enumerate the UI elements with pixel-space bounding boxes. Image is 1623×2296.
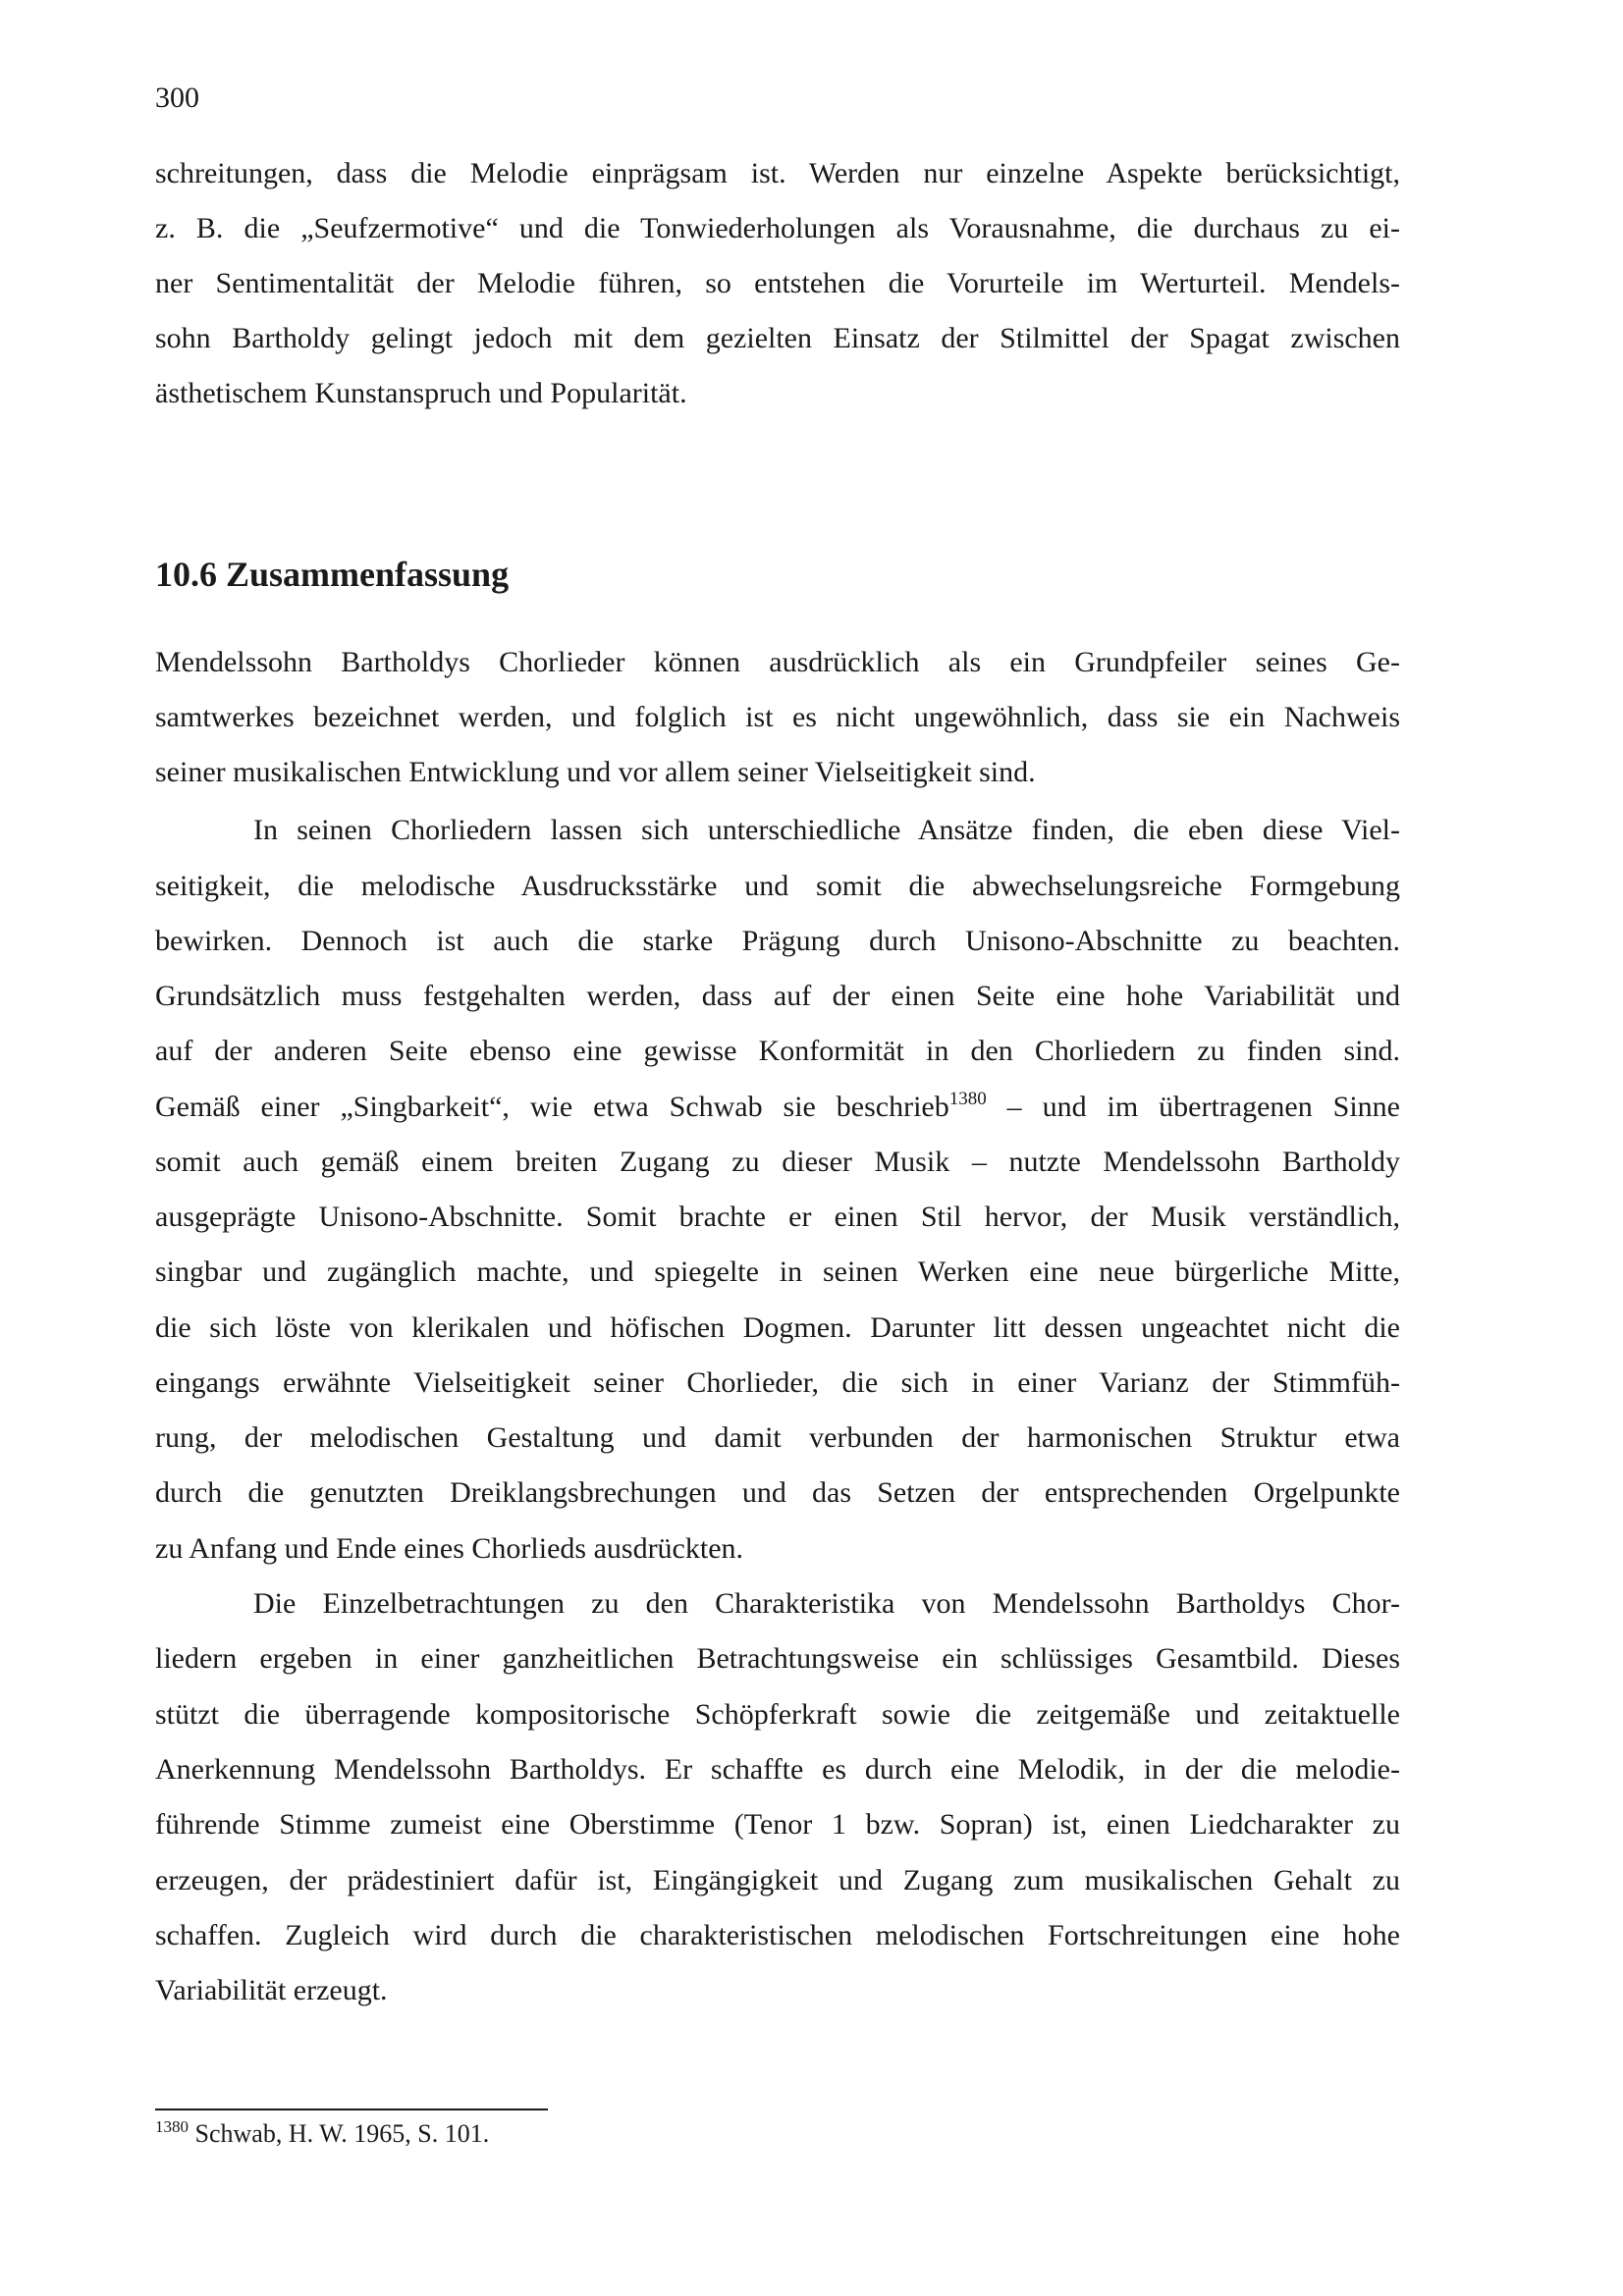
text-line: schreitungen, dass die Melodie einprägsam ist. Werden nur einzelne Aspekte berücksichtigt,	[155, 157, 1400, 189]
text-line: erzeugen, der prädestiniert dafür ist, Eingängigkeit und Zugang zum musikalischen Gehalt zu	[155, 1864, 1400, 1896]
text-line: ner Sentimentalität der Melodie führen, so entstehen die Vorurteile im Werturteil. Mendels-	[155, 267, 1400, 299]
text-line: ästhetischem Kunstanspruch und Popularität.	[155, 377, 687, 409]
footnote-reference[interactable]: 1380	[948, 1089, 987, 1109]
text-line: Grundsätzlich muss festgehalten werden, dass auf der einen Seite eine hohe Variabilität und	[155, 980, 1400, 1012]
text-line: auf der anderen Seite ebenso eine gewisse Konformität in den Chorliedern zu finden sind.	[155, 1035, 1400, 1067]
text-line: liedern ergeben in einer ganzheitlichen Betrachtungsweise ein schlüssiges Gesamtbild. Dieses	[155, 1642, 1400, 1675]
text-line: sohn Bartholdy gelingt jedoch mit dem gezielten Einsatz der Stilmittel der Spagat zwischen	[155, 322, 1400, 354]
text-line: singbar und zugänglich machte, und spiegelte in seinen Werken eine neue bürgerliche Mitte,	[155, 1255, 1400, 1288]
text-line: bewirken. Dennoch ist auch die starke Prägung durch Unisono-Abschnitte zu beachten.	[155, 925, 1400, 957]
text-line: ausgeprägte Unisono-Abschnitte. Somit brachte er einen Stil hervor, der Musik verständlich,	[155, 1201, 1400, 1233]
section-heading: 10.6 Zusammenfassung	[155, 555, 510, 594]
text-line: die sich löste von klerikalen und höfischen Dogmen. Darunter litt dessen ungeachtet nicht die	[155, 1311, 1400, 1344]
text-line: eingangs erwähnte Vielseitigkeit seiner Chorlieder, die sich in einer Varianz der Stimmfüh-	[155, 1366, 1400, 1399]
text-line: In seinen Chorliedern lassen sich unterschiedliche Ansätze finden, die eben diese Viel-	[253, 814, 1400, 846]
footnote-separator	[155, 2109, 548, 2110]
text-line: samtwerkes bezeichnet werden, und folglich ist es nicht ungewöhnlich, dass sie ein Nachweis	[155, 701, 1400, 733]
footnote-text: Schwab, H. W. 1965, S. 101.	[189, 2119, 490, 2148]
text-line: Mendelssohn Bartholdys Chorlieder können ausdrücklich als ein Grundpfeiler seines Ge-	[155, 646, 1400, 678]
text-line: schaffen. Zugleich wird durch die charakteristischen melodischen Fortschreitungen eine hohe	[155, 1919, 1400, 1951]
text-segment: Gemäß einer „Singbarkeit“, wie etwa Schwab sie beschrieb	[155, 1091, 949, 1123]
text-line: stützt die überragende kompositorische Schöpferkraft sowie die zeitgemäße und zeitaktuelle	[155, 1698, 1400, 1731]
text-line-with-footnote	[155, 1088, 1400, 1127]
text-line: seiner musikalischen Entwicklung und vor allem seiner Vielseitigkeit sind.	[155, 756, 1036, 788]
text-line: rung, der melodischen Gestaltung und damit verbunden der harmonischen Struktur etwa	[155, 1421, 1400, 1454]
text-line: Die Einzelbetrachtungen zu den Charakteristika von Mendelssohn Bartholdys Chor-	[253, 1587, 1400, 1620]
text-line: durch die genutzten Dreiklangsbrechungen und das Setzen der entsprechenden Orgelpunkte	[155, 1476, 1400, 1509]
text-segment: – und im übertragenen Sinne	[986, 1091, 1400, 1123]
text-line: seitigkeit, die melodische Ausdrucksstärke und somit die abwechselungsreiche Formgebung	[155, 870, 1400, 902]
text-line: Variabilität erzeugt.	[155, 1974, 388, 2006]
text-line: zu Anfang und Ende eines Chorlieds ausdrückten.	[155, 1532, 744, 1565]
text-line: z. B. die „Seufzermotive“ und die Tonwiederholungen als Vorausnahme, die durchaus zu ei-	[155, 212, 1400, 244]
footnote	[155, 2117, 489, 2151]
text-line: Anerkennung Mendelssohn Bartholdys. Er schaffte es durch eine Melodik, in der die melodie-	[155, 1753, 1400, 1786]
text-line: somit auch gemäß einem breiten Zugang zu dieser Musik – nutzte Mendelssohn Bartholdy	[155, 1146, 1400, 1178]
footnote-number: 1380	[155, 2117, 189, 2136]
page-number: 300	[155, 81, 199, 114]
text-line: führende Stimme zumeist eine Oberstimme (Tenor 1 bzw. Sopran) ist, einen Liedcharakter zu	[155, 1808, 1400, 1841]
